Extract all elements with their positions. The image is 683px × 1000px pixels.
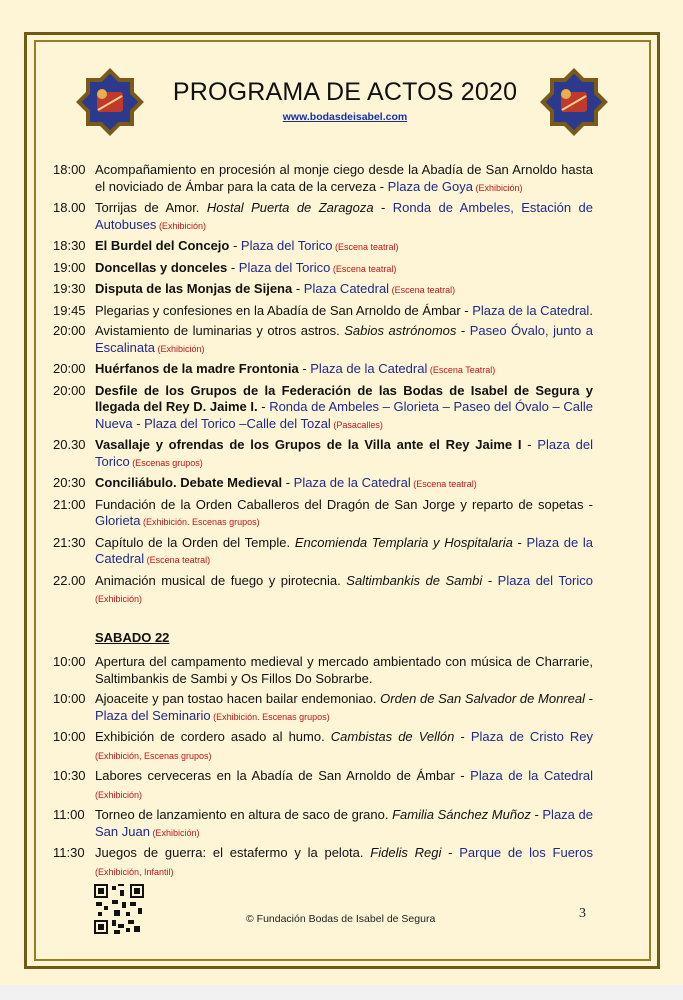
- entry-time: 10:30: [53, 768, 86, 783]
- entry-time: 22.00: [53, 572, 86, 588]
- entry-time: 19:45: [53, 302, 86, 318]
- schedule-entry: [53, 162, 593, 196]
- entry-location: Plaza de la Catedral: [470, 768, 593, 783]
- entry-time: 11:00: [53, 807, 85, 822]
- entry-note: (Pasacalles): [330, 419, 383, 430]
- entry-text: Fundación de la Orden Caballeros del Dragón de San Jorge y reparto de sopetas -: [95, 496, 593, 512]
- entry-time: 19:00: [53, 259, 86, 275]
- entry-note: (Exhibición, Infantil): [95, 866, 174, 877]
- entry-text: Juegos de guerra: el estafermo y la pelota.: [95, 845, 371, 860]
- entry-text: Ajoaceite y pan tostao hacen bailar endemoniao.: [95, 691, 381, 706]
- schedule-entry: [53, 497, 593, 531]
- entry-location: Plaza Catedral: [303, 281, 390, 296]
- entry-location: Ronda de Ambeles – Glorieta – Paseo del Óvalo – Calle Nueva - Plaza del Torico –Calle del Tozal: [95, 399, 594, 431]
- emblem-left-icon: [72, 64, 148, 140]
- entry-text: -: [373, 200, 393, 215]
- entry-description: [95, 323, 593, 357]
- entry-time: 20:00: [53, 361, 86, 376]
- qr-code-icon: [94, 884, 144, 934]
- entry-location: Plaza del Torico: [240, 238, 333, 253]
- entry-text: -: [298, 361, 311, 376]
- entry-description: [95, 383, 593, 434]
- entry-note: (Escena teatral): [410, 479, 477, 489]
- website-link[interactable]: www.bodasdeisabel.com: [282, 111, 408, 123]
- entry-description: [95, 654, 593, 687]
- entry-text: -: [229, 238, 241, 253]
- day-header-saturday: SABADO 22: [95, 630, 170, 645]
- entry-note: (Exhibición. Escenas grupos): [210, 711, 330, 722]
- entry-text: Apertura del campamento medieval y mercado ambientado con música de Charrarie, Saltimbankis de Sambi y Os Fillos Do Sobrarbe.: [95, 654, 593, 686]
- entry-location: Plaza del Torico: [238, 259, 331, 275]
- entry-note: (Exhibición): [154, 343, 205, 354]
- entry-group: Orden de San Salvador de Monreal: [380, 691, 585, 706]
- entry-location: Plaza del Seminario: [95, 707, 211, 723]
- entry-title: Desfile de los Grupos de la Federación de las Bodas de Isabel de Segura y llegada del Rey D. Jaime I.: [95, 382, 593, 414]
- entry-description: [95, 303, 593, 320]
- entry-location: Paseo Óvalo, junto a Escalinata: [95, 323, 593, 355]
- entry-location: Ronda de Ambeles, Estación de Autobuses: [95, 200, 593, 232]
- entry-time: 20:00: [53, 382, 86, 398]
- entry-location: Plaza del Torico: [497, 572, 593, 588]
- schedule-entry: [53, 437, 593, 471]
- entry-text: -: [441, 845, 460, 860]
- entry-title: Doncellas y donceles: [95, 259, 228, 275]
- entry-note: (Exhibición, Escenas grupos): [95, 750, 212, 761]
- entry-group: Sabios astrónomos: [344, 323, 457, 338]
- entry-time: 20:00: [53, 323, 86, 338]
- entry-location: Plaza de la Catedral: [95, 534, 593, 566]
- entry-description: [95, 475, 593, 493]
- entry-description: [95, 807, 593, 841]
- entry-text: -: [227, 259, 239, 275]
- entry-description: [95, 437, 593, 471]
- entry-time: 19:30: [53, 281, 86, 296]
- entry-location: Parque de los Fueros: [459, 845, 593, 860]
- entry-group: Familia Sánchez Muñoz: [392, 807, 531, 822]
- entry-text: Torrijas de Amor.: [95, 200, 207, 215]
- entry-time: 10:00: [53, 729, 86, 744]
- entry-text: Plegarias y confesiones en la Abadía de San Arnoldo de Ámbar -: [95, 302, 473, 318]
- entry-text: Torneo de lanzamiento en altura de saco de grano.: [95, 807, 393, 822]
- schedule-entry: [53, 361, 593, 379]
- entry-time: 21:00: [53, 496, 86, 512]
- entry-location: Plaza de la Catedral: [293, 475, 411, 490]
- entry-description: [95, 729, 593, 764]
- entry-text: -: [257, 399, 270, 414]
- schedule-entry: [53, 654, 593, 687]
- schedule-entry: [53, 475, 593, 493]
- entry-location: Plaza del Torico: [95, 437, 594, 469]
- entry-description: [95, 573, 593, 608]
- entry-text: Avistamiento de luminarias y otros astros.: [95, 323, 345, 338]
- schedule-entry: [53, 729, 593, 764]
- entry-text: -: [512, 534, 527, 550]
- schedule-entry: [53, 807, 593, 841]
- entry-location: Plaza de San Juan: [95, 807, 593, 839]
- entry-note: (Escena teatral): [389, 285, 456, 295]
- entry-text: -: [454, 729, 471, 744]
- entry-text: Labores cerveceras en la Abadía de San Arnoldo de Ámbar -: [95, 768, 471, 783]
- entry-group: Encomienda Templaria y Hospitalaria: [294, 534, 513, 550]
- entry-note: (Exhibición): [95, 789, 143, 800]
- entry-text: Animación musical de fuego y pirotecnia.: [95, 572, 347, 588]
- entry-time: 20.30: [53, 437, 86, 452]
- schedule-entry: [53, 573, 593, 608]
- entry-note: (Exhibición): [156, 220, 206, 231]
- entry-text: Capítulo de la Orden del Temple.: [95, 534, 295, 550]
- entry-group: Saltimbankis de Sambi: [346, 572, 483, 588]
- schedule-entry: [53, 691, 593, 725]
- entry-group: Hostal Puerta de Zaragoza: [206, 200, 374, 215]
- entry-description: [95, 281, 593, 299]
- schedule-entry: [53, 768, 593, 803]
- entry-note: (Exhibición): [95, 594, 143, 604]
- entry-location: Glorieta: [95, 513, 141, 528]
- entry-note: (Exhibición): [149, 827, 200, 838]
- entry-text: .: [589, 302, 593, 318]
- entry-location: Plaza de la Catedral: [310, 361, 428, 376]
- schedule-entry: [53, 323, 593, 357]
- entry-note: (Escena teatral): [144, 555, 211, 565]
- entry-group: Cambistas de Vellón: [330, 729, 455, 744]
- entry-description: [95, 845, 593, 880]
- entry-note: (Escena teatral): [332, 242, 399, 252]
- entry-note: (Escenas grupos): [129, 457, 203, 468]
- schedule-entry: [53, 200, 593, 234]
- entry-note: (Escena Teatral): [427, 365, 496, 375]
- entry-location: Plaza de Goya: [387, 178, 473, 194]
- entry-text: -: [292, 281, 304, 296]
- entry-note: (Escena teatral): [330, 263, 397, 274]
- entry-description: [95, 497, 593, 531]
- entry-text: -: [585, 691, 594, 706]
- schedule-entry: [53, 260, 593, 278]
- entry-title: Conciliábulo. Debate Medieval: [95, 475, 283, 490]
- entry-time: 11:30: [53, 845, 85, 860]
- entry-note: (Exhibición. Escenas grupos): [140, 517, 260, 527]
- entry-time: 21:30: [53, 534, 86, 550]
- entry-description: [95, 162, 593, 196]
- schedule-entry: [53, 303, 593, 320]
- entry-description: [95, 361, 593, 379]
- entry-time: 18.00: [53, 200, 86, 215]
- emblem-right-icon: [536, 64, 612, 140]
- entry-text: -: [530, 807, 543, 822]
- entry-time: 18:00: [53, 162, 86, 177]
- schedule-entry: [53, 281, 593, 299]
- page-title: PROGRAMA DE ACTOS 2020: [172, 78, 518, 106]
- entry-location: Plaza de Cristo Rey: [470, 729, 593, 744]
- entry-text: -: [456, 323, 470, 338]
- entry-text: Exhibición de cordero asado al humo.: [95, 729, 331, 744]
- entry-location: Plaza de la Catedral: [472, 302, 590, 318]
- entry-time: 10:00: [53, 691, 86, 706]
- entry-description: [95, 260, 593, 278]
- entry-title: Huérfanos de la madre Frontonia: [95, 361, 299, 376]
- entry-text: -: [482, 572, 498, 588]
- schedule-entry: [53, 383, 593, 434]
- entry-text: -: [282, 475, 294, 490]
- entry-description: [95, 535, 593, 569]
- entry-text: Acompañamiento en procesión al monje ciego desde la Abadía de San Arnoldo hasta el noviciado de Ámbar para la cata de la cerveza -: [95, 162, 593, 194]
- entry-title: El Burdel del Concejo: [95, 238, 230, 253]
- schedule-entry: [53, 845, 593, 880]
- schedule-list-saturday: [53, 654, 593, 884]
- entry-text: -: [521, 437, 538, 452]
- entry-time: 10:00: [53, 654, 86, 669]
- entry-note: (Exhibición): [472, 182, 523, 193]
- entry-description: [95, 691, 593, 725]
- entry-time: 18:30: [53, 238, 86, 253]
- entry-time: 20:30: [53, 475, 86, 490]
- schedule-entry: [53, 238, 593, 256]
- entry-description: [95, 238, 593, 256]
- entry-group: Fidelis Regi: [370, 845, 442, 860]
- entry-title: Disputa de las Monjas de Sijena: [95, 281, 293, 296]
- footer-copyright: © Fundación Bodas de Isabel de Segura: [246, 913, 436, 925]
- schedule-list-friday: [53, 162, 593, 612]
- entry-title: Vasallaje y ofrendas de los Grupos de la Villa ante el Rey Jaime I: [95, 437, 522, 452]
- schedule-entry: [53, 535, 593, 569]
- entry-description: [95, 768, 593, 803]
- entry-description: [95, 200, 593, 234]
- page-number: 3: [579, 906, 586, 921]
